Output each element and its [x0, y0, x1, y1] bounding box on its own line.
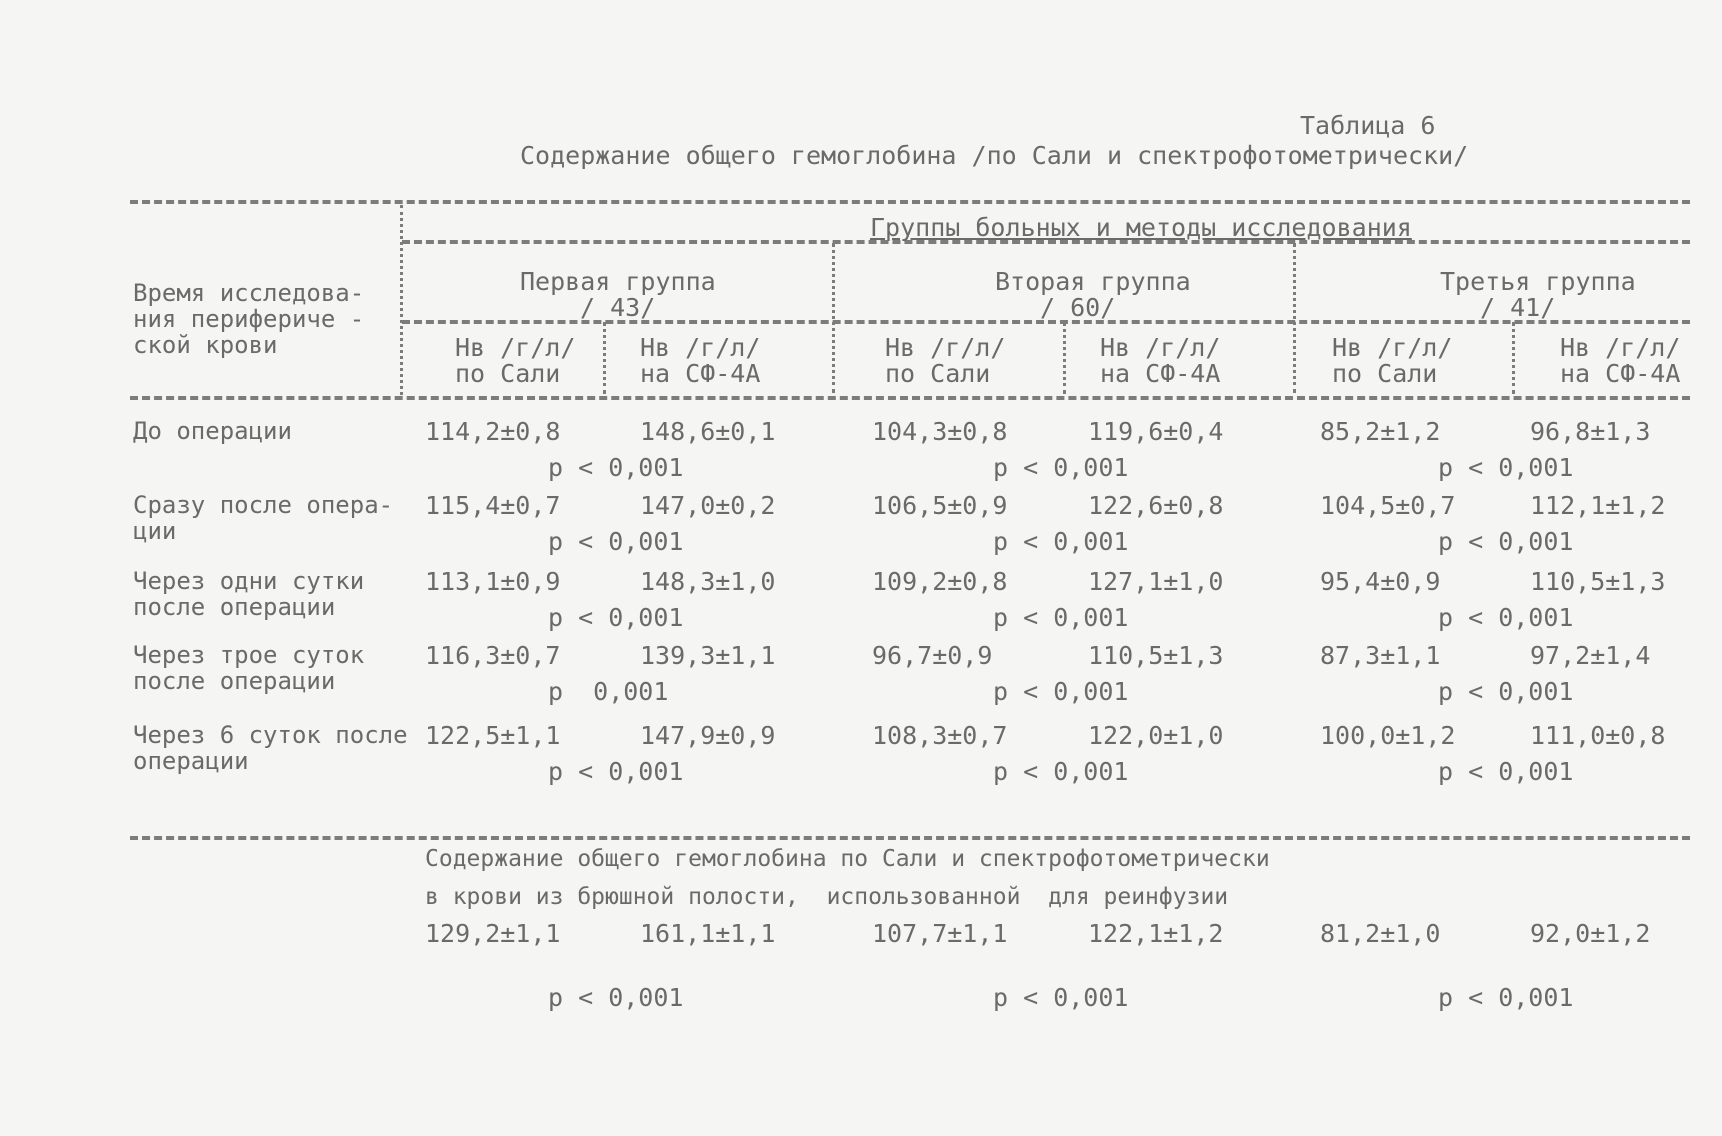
cell-value: 147,9±0,9 — [640, 721, 776, 750]
row-label: Через 6 суток после операции — [133, 721, 408, 775]
method-divider-1 — [603, 322, 606, 394]
cell-value: 96,7±0,9 — [872, 641, 993, 670]
cell-value: 119,6±0,4 — [1088, 417, 1224, 446]
g3-sf-h1: Нв /г/л/ — [1560, 333, 1681, 362]
cell-value: 104,5±0,7 — [1320, 491, 1456, 520]
cell-value: 148,6±0,1 — [640, 417, 776, 446]
footer-cell-value: 122,1±1,2 — [1088, 919, 1224, 948]
cell-value: 97,2±1,4 — [1530, 641, 1651, 670]
g2-sali-h2: по Сали — [885, 359, 991, 388]
group-1-name: Первая группа — [520, 267, 716, 296]
cell-value: 106,5±0,9 — [872, 491, 1008, 520]
p-value: p < 0,001 — [993, 757, 1129, 786]
p-value: p < 0,001 — [548, 757, 684, 786]
cell-value: 148,3±1,0 — [640, 567, 776, 596]
g2-sf-h2: на СФ-4А — [1100, 359, 1221, 388]
cell-value: 108,3±0,7 — [872, 721, 1008, 750]
cell-value: 110,5±1,3 — [1088, 641, 1224, 670]
header-divider-2 — [832, 243, 835, 393]
g1-sf-h2: на СФ-4А — [640, 359, 761, 388]
table-bottom-border — [130, 836, 1690, 840]
cell-value: 109,2±0,8 — [872, 567, 1008, 596]
footer-p-value: p < 0,001 — [993, 983, 1129, 1012]
cell-value: 147,0±0,2 — [640, 491, 776, 520]
g1-sali-h1: Нв /г/л/ — [455, 333, 576, 362]
footer-cell-value: 81,2±1,0 — [1320, 919, 1441, 948]
g2-sali-h1: Нв /г/л/ — [885, 333, 1006, 362]
p-value: p < 0,001 — [993, 677, 1129, 706]
cell-value: 139,3±1,1 — [640, 641, 776, 670]
cell-value: 85,2±1,2 — [1320, 417, 1441, 446]
method-divider-3 — [1512, 322, 1515, 394]
table-title: Содержание общего гемоглобина /по Сали и спектрофотометрически/ — [520, 141, 1469, 170]
p-value: p < 0,001 — [1438, 757, 1574, 786]
cell-value: 114,2±0,8 — [425, 417, 561, 446]
group-1-n: / 43/ — [580, 293, 656, 322]
cell-value: 113,1±0,9 — [425, 567, 561, 596]
groups-header: Группы больных и методы исследования — [870, 213, 1412, 242]
footer-caption-1: Содержание общего гемоглобина по Сали и спектрофотометрически — [425, 846, 1270, 872]
g3-sf-h2: на СФ-4А — [1560, 359, 1681, 388]
cell-value: 95,4±0,9 — [1320, 567, 1441, 596]
row-label: До операции — [133, 417, 292, 445]
footer-p-value: p < 0,001 — [1438, 983, 1574, 1012]
cell-value: 87,3±1,1 — [1320, 641, 1441, 670]
g1-sf-h1: Нв /г/л/ — [640, 333, 761, 362]
p-value: p < 0,001 — [1438, 677, 1574, 706]
p-value: p < 0,001 — [993, 453, 1129, 482]
p-value: p < 0,001 — [548, 527, 684, 556]
cell-value: 127,1±1,0 — [1088, 567, 1224, 596]
g1-sali-h2: по Сали — [455, 359, 561, 388]
header-bottom-border — [130, 396, 1690, 400]
cell-value: 122,6±0,8 — [1088, 491, 1224, 520]
row-header: Время исследова-ния перифериче - ской крови — [133, 279, 365, 359]
cell-value: 116,3±0,7 — [425, 641, 561, 670]
p-value: p 0,001 — [548, 677, 669, 706]
header-divider-1 — [400, 205, 403, 395]
cell-value: 110,5±1,3 — [1530, 567, 1666, 596]
footer-cell-value: 161,1±1,1 — [640, 919, 776, 948]
footer-cell-value: 92,0±1,2 — [1530, 919, 1651, 948]
footer-cell-value: 129,2±1,1 — [425, 919, 561, 948]
group-3-name: Третья группа — [1440, 267, 1636, 296]
cell-value: 111,0±0,8 — [1530, 721, 1666, 750]
table-number: Таблица 6 — [1300, 111, 1436, 140]
cell-value: 112,1±1,2 — [1530, 491, 1666, 520]
g3-sali-h1: Нв /г/л/ — [1332, 333, 1453, 362]
p-value: p < 0,001 — [993, 527, 1129, 556]
p-value: p < 0,001 — [1438, 527, 1574, 556]
cell-value: 96,8±1,3 — [1530, 417, 1651, 446]
cell-value: 122,0±1,0 — [1088, 721, 1224, 750]
group-2-n: / 60/ — [1040, 293, 1116, 322]
row-label: Через одни сутки после операции — [133, 567, 365, 621]
group-3-n: / 41/ — [1480, 293, 1556, 322]
p-value: p < 0,001 — [993, 603, 1129, 632]
header-divider-3 — [1293, 243, 1296, 393]
footer-p-value: p < 0,001 — [548, 983, 684, 1012]
table-top-border — [130, 200, 1690, 204]
cell-value: 100,0±1,2 — [1320, 721, 1456, 750]
row-label: Сразу после опера-ции — [133, 491, 394, 545]
group-2-name: Вторая группа — [995, 267, 1191, 296]
g3-sali-h2: по Сали — [1332, 359, 1438, 388]
p-value: p < 0,001 — [548, 603, 684, 632]
p-value: p < 0,001 — [548, 453, 684, 482]
row-label: Через трое суток после операции — [133, 641, 365, 695]
p-value: p < 0,001 — [1438, 603, 1574, 632]
cell-value: 122,5±1,1 — [425, 721, 561, 750]
g2-sf-h1: Нв /г/л/ — [1100, 333, 1221, 362]
cell-value: 115,4±0,7 — [425, 491, 561, 520]
footer-caption-2: в крови из брюшной полости, использованной для реинфузии — [425, 884, 1229, 910]
footer-cell-value: 107,7±1,1 — [872, 919, 1008, 948]
cell-value: 104,3±0,8 — [872, 417, 1008, 446]
method-divider-2 — [1063, 322, 1066, 394]
p-value: p < 0,001 — [1438, 453, 1574, 482]
